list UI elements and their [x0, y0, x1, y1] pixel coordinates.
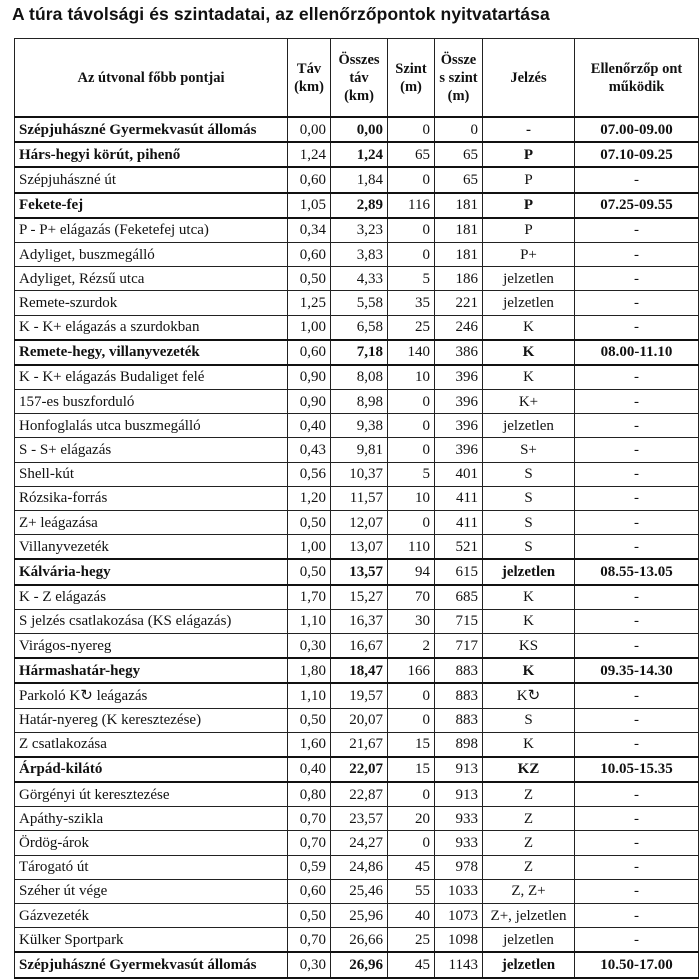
- cell-total-distance: 25,46: [331, 879, 388, 903]
- cell-total-elevation: 0: [435, 117, 483, 142]
- cell-checkpoint-hours: -: [575, 242, 699, 266]
- cell-distance: 0,30: [288, 952, 331, 977]
- cell-marking: Z: [483, 831, 575, 855]
- cell-checkpoint-hours: -: [575, 535, 699, 560]
- cell-elevation: 140: [388, 340, 435, 365]
- cell-elevation: 40: [388, 904, 435, 928]
- cell-distance: 0,00: [288, 117, 331, 142]
- cell-checkpoint-hours: -: [575, 855, 699, 879]
- cell-total-distance: 12,07: [331, 511, 388, 535]
- cell-marking: jelzetlen: [483, 559, 575, 584]
- cell-total-distance: 13,07: [331, 535, 388, 560]
- cell-total-elevation: 898: [435, 732, 483, 757]
- page-title: A túra távolsági és szintadatai, az ellenőrzőpontok nyitvatartása: [12, 4, 550, 24]
- table-row: [15, 807, 699, 831]
- cell-total-elevation: 1033: [435, 879, 483, 903]
- cell-checkpoint-hours: -: [575, 928, 699, 953]
- cell-total-distance: 0,00: [331, 117, 388, 142]
- table-row: [15, 952, 699, 977]
- cell-checkpoint-hours: -: [575, 683, 699, 708]
- cell-elevation: 5: [388, 267, 435, 291]
- cell-checkpoint-hours: -: [575, 167, 699, 192]
- cell-checkpoint-hours: -: [575, 831, 699, 855]
- table-row: [15, 609, 699, 633]
- cell-marking: jelzetlen: [483, 952, 575, 977]
- cell-total-distance: 8,08: [331, 365, 388, 390]
- cell-marking: P: [483, 193, 575, 218]
- cell-elevation: 45: [388, 855, 435, 879]
- cell-elevation: 25: [388, 315, 435, 340]
- cell-checkpoint-hours: -: [575, 782, 699, 807]
- cell-elevation: 5: [388, 462, 435, 486]
- cell-checkpoint-hours: 08.55-13.05: [575, 559, 699, 584]
- cell-point-name: Fekete-fej: [15, 193, 288, 218]
- header-route: Az útvonal főbb pontjai: [15, 39, 288, 118]
- table-row: [15, 708, 699, 732]
- cell-distance: 0,50: [288, 511, 331, 535]
- table-row: [15, 535, 699, 560]
- table-row: [15, 511, 699, 535]
- cell-point-name: 157-es buszforduló: [15, 390, 288, 414]
- cell-checkpoint-hours: -: [575, 585, 699, 610]
- cell-elevation: 25: [388, 928, 435, 953]
- cell-point-name: Hárs-hegyi körút, pihenő: [15, 142, 288, 167]
- cell-point-name: Hármashatár-hegy: [15, 658, 288, 683]
- cell-marking: jelzetlen: [483, 414, 575, 438]
- cell-distance: 0,80: [288, 782, 331, 807]
- table-row: [15, 193, 699, 218]
- cell-elevation: 20: [388, 807, 435, 831]
- cell-elevation: 0: [388, 683, 435, 708]
- cell-marking: S: [483, 462, 575, 486]
- cell-total-distance: 26,66: [331, 928, 388, 953]
- cell-marking: S: [483, 708, 575, 732]
- cell-total-distance: 23,57: [331, 807, 388, 831]
- cell-total-elevation: 615: [435, 559, 483, 584]
- table-row: [15, 757, 699, 782]
- cell-distance: 0,90: [288, 390, 331, 414]
- cell-total-elevation: 401: [435, 462, 483, 486]
- cell-elevation: 45: [388, 952, 435, 977]
- cell-checkpoint-hours: -: [575, 390, 699, 414]
- cell-marking: K: [483, 365, 575, 390]
- cell-distance: 0,70: [288, 831, 331, 855]
- cell-distance: 1,10: [288, 609, 331, 633]
- cell-checkpoint-hours: 10.50-17.00: [575, 952, 699, 977]
- cell-marking: P+: [483, 242, 575, 266]
- cell-marking: KS: [483, 633, 575, 658]
- cell-total-distance: 5,58: [331, 291, 388, 315]
- cell-marking: Z+, jelzetlen: [483, 904, 575, 928]
- cell-total-elevation: 521: [435, 535, 483, 560]
- cell-marking: -: [483, 117, 575, 142]
- table-row: [15, 486, 699, 510]
- cell-point-name: K - K+ elágazás a szurdokban: [15, 315, 288, 340]
- cell-total-distance: 8,98: [331, 390, 388, 414]
- cell-point-name: Honfoglalás utca buszmegálló: [15, 414, 288, 438]
- table-row: [15, 267, 699, 291]
- cell-total-distance: 26,96: [331, 952, 388, 977]
- cell-total-distance: 22,87: [331, 782, 388, 807]
- cell-total-elevation: 978: [435, 855, 483, 879]
- cell-checkpoint-hours: -: [575, 291, 699, 315]
- cell-total-elevation: 396: [435, 438, 483, 462]
- table-row: [15, 117, 699, 142]
- cell-point-name: Virágos-nyereg: [15, 633, 288, 658]
- cell-elevation: 116: [388, 193, 435, 218]
- cell-point-name: Z csatlakozása: [15, 732, 288, 757]
- cell-checkpoint-hours: -: [575, 267, 699, 291]
- cell-total-elevation: 883: [435, 708, 483, 732]
- cell-checkpoint-hours: -: [575, 904, 699, 928]
- cell-elevation: 0: [388, 218, 435, 243]
- cell-point-name: Remete-hegy, villanyvezeték: [15, 340, 288, 365]
- cell-checkpoint-hours: -: [575, 633, 699, 658]
- cell-total-distance: 18,47: [331, 658, 388, 683]
- cell-marking: Z: [483, 807, 575, 831]
- cell-total-distance: 16,37: [331, 609, 388, 633]
- table-row: [15, 242, 699, 266]
- cell-total-elevation: 933: [435, 831, 483, 855]
- cell-elevation: 94: [388, 559, 435, 584]
- cell-checkpoint-hours: -: [575, 315, 699, 340]
- cell-elevation: 0: [388, 242, 435, 266]
- cell-total-elevation: 717: [435, 633, 483, 658]
- table-header-row: [15, 39, 699, 118]
- cell-point-name: Kálvária-hegy: [15, 559, 288, 584]
- cell-point-name: Tárogató út: [15, 855, 288, 879]
- cell-marking: K: [483, 609, 575, 633]
- cell-total-distance: 13,57: [331, 559, 388, 584]
- cell-elevation: 0: [388, 831, 435, 855]
- cell-checkpoint-hours: -: [575, 807, 699, 831]
- cell-checkpoint-hours: -: [575, 486, 699, 510]
- cell-elevation: 55: [388, 879, 435, 903]
- cell-elevation: 0: [388, 511, 435, 535]
- cell-checkpoint-hours: -: [575, 879, 699, 903]
- table-row: [15, 928, 699, 953]
- cell-point-name: Remete-szurdok: [15, 291, 288, 315]
- cell-total-elevation: 181: [435, 218, 483, 243]
- cell-marking: P: [483, 167, 575, 192]
- cell-point-name: Széher út vége: [15, 879, 288, 903]
- cell-total-elevation: 685: [435, 585, 483, 610]
- cell-point-name: Ördög-árok: [15, 831, 288, 855]
- table-row: [15, 167, 699, 192]
- cell-total-elevation: 386: [435, 340, 483, 365]
- cell-total-elevation: 396: [435, 390, 483, 414]
- cell-marking: S: [483, 511, 575, 535]
- cell-checkpoint-hours: -: [575, 708, 699, 732]
- table-row: [15, 291, 699, 315]
- cell-total-distance: 20,07: [331, 708, 388, 732]
- cell-point-name: Szépjuhászné út: [15, 167, 288, 192]
- cell-total-elevation: 411: [435, 511, 483, 535]
- cell-point-name: K - K+ elágazás Budaliget felé: [15, 365, 288, 390]
- cell-marking: K: [483, 315, 575, 340]
- cell-elevation: 10: [388, 365, 435, 390]
- cell-marking: KZ: [483, 757, 575, 782]
- header-distance: Táv (km): [288, 39, 331, 118]
- cell-distance: 0,56: [288, 462, 331, 486]
- cell-point-name: S - S+ elágazás: [15, 438, 288, 462]
- cell-elevation: 0: [388, 708, 435, 732]
- cell-marking: S: [483, 535, 575, 560]
- header-checkpoint: Ellenőrzőp ont működik: [575, 39, 699, 118]
- cell-total-distance: 16,67: [331, 633, 388, 658]
- cell-distance: 0,43: [288, 438, 331, 462]
- cell-total-elevation: 883: [435, 658, 483, 683]
- cell-point-name: Külker Sportpark: [15, 928, 288, 953]
- cell-distance: 0,60: [288, 242, 331, 266]
- cell-distance: 1,24: [288, 142, 331, 167]
- cell-marking: K↻: [483, 683, 575, 708]
- cell-elevation: 0: [388, 117, 435, 142]
- cell-total-elevation: 181: [435, 242, 483, 266]
- cell-point-name: Szépjuhászné Gyermekvasút állomás: [15, 117, 288, 142]
- cell-marking: K: [483, 585, 575, 610]
- cell-distance: 1,00: [288, 535, 331, 560]
- table-row: [15, 879, 699, 903]
- cell-elevation: 30: [388, 609, 435, 633]
- cell-distance: 1,10: [288, 683, 331, 708]
- cell-total-distance: 3,23: [331, 218, 388, 243]
- cell-checkpoint-hours: 09.35-14.30: [575, 658, 699, 683]
- table-row: [15, 365, 699, 390]
- table-row: [15, 904, 699, 928]
- cell-distance: 1,20: [288, 486, 331, 510]
- route-table: [14, 38, 699, 979]
- cell-point-name: Adyliget, buszmegálló: [15, 242, 288, 266]
- cell-point-name: Parkoló K↻ leágazás: [15, 683, 288, 708]
- cell-marking: P: [483, 142, 575, 167]
- cell-total-elevation: 1143: [435, 952, 483, 977]
- cell-total-elevation: 186: [435, 267, 483, 291]
- cell-total-distance: 9,38: [331, 414, 388, 438]
- cell-total-distance: 2,89: [331, 193, 388, 218]
- cell-total-distance: 3,83: [331, 242, 388, 266]
- cell-checkpoint-hours: -: [575, 218, 699, 243]
- table-row: [15, 340, 699, 365]
- cell-total-distance: 10,37: [331, 462, 388, 486]
- cell-total-elevation: 933: [435, 807, 483, 831]
- cell-checkpoint-hours: -: [575, 365, 699, 390]
- cell-checkpoint-hours: -: [575, 732, 699, 757]
- cell-marking: Z, Z+: [483, 879, 575, 903]
- cell-total-distance: 11,57: [331, 486, 388, 510]
- table-row: [15, 831, 699, 855]
- cell-checkpoint-hours: 07.00-09.00: [575, 117, 699, 142]
- cell-marking: Z: [483, 782, 575, 807]
- cell-distance: 0,60: [288, 167, 331, 192]
- cell-distance: 1,80: [288, 658, 331, 683]
- cell-distance: 0,60: [288, 340, 331, 365]
- cell-point-name: Apáthy-szikla: [15, 807, 288, 831]
- cell-elevation: 110: [388, 535, 435, 560]
- cell-distance: 0,50: [288, 267, 331, 291]
- table-row: [15, 633, 699, 658]
- cell-distance: 0,90: [288, 365, 331, 390]
- cell-marking: jelzetlen: [483, 928, 575, 953]
- cell-marking: K+: [483, 390, 575, 414]
- cell-total-elevation: 411: [435, 486, 483, 510]
- table-row: [15, 218, 699, 243]
- cell-elevation: 0: [388, 438, 435, 462]
- cell-elevation: 2: [388, 633, 435, 658]
- cell-elevation: 35: [388, 291, 435, 315]
- cell-point-name: K - Z elágazás: [15, 585, 288, 610]
- cell-point-name: Villanyvezeték: [15, 535, 288, 560]
- cell-checkpoint-hours: 10.05-15.35: [575, 757, 699, 782]
- cell-checkpoint-hours: -: [575, 414, 699, 438]
- cell-marking: K: [483, 340, 575, 365]
- cell-checkpoint-hours: 07.25-09.55: [575, 193, 699, 218]
- cell-total-distance: 19,57: [331, 683, 388, 708]
- cell-total-elevation: 1073: [435, 904, 483, 928]
- cell-checkpoint-hours: 08.00-11.10: [575, 340, 699, 365]
- cell-marking: K: [483, 658, 575, 683]
- cell-marking: S: [483, 486, 575, 510]
- cell-marking: jelzetlen: [483, 291, 575, 315]
- cell-distance: 0,40: [288, 757, 331, 782]
- header-total-distance: Összes táv (km): [331, 39, 388, 118]
- cell-total-distance: 24,86: [331, 855, 388, 879]
- cell-point-name: Adyliget, Rézsű utca: [15, 267, 288, 291]
- cell-total-distance: 22,07: [331, 757, 388, 782]
- cell-distance: 0,50: [288, 708, 331, 732]
- cell-total-distance: 1,84: [331, 167, 388, 192]
- cell-distance: 0,50: [288, 904, 331, 928]
- cell-point-name: Szépjuhászné Gyermekvasút állomás: [15, 952, 288, 977]
- cell-point-name: Shell-kút: [15, 462, 288, 486]
- cell-total-elevation: 396: [435, 414, 483, 438]
- cell-marking: jelzetlen: [483, 267, 575, 291]
- cell-elevation: 70: [388, 585, 435, 610]
- header-total-elevation: Össze s szint (m): [435, 39, 483, 118]
- table-row: [15, 414, 699, 438]
- cell-checkpoint-hours: -: [575, 609, 699, 633]
- cell-total-distance: 1,24: [331, 142, 388, 167]
- cell-elevation: 0: [388, 782, 435, 807]
- cell-distance: 1,25: [288, 291, 331, 315]
- cell-total-elevation: 246: [435, 315, 483, 340]
- cell-point-name: Határ-nyereg (K keresztezése): [15, 708, 288, 732]
- table-row: [15, 855, 699, 879]
- cell-distance: 0,34: [288, 218, 331, 243]
- cell-checkpoint-hours: 07.10-09.25: [575, 142, 699, 167]
- cell-total-elevation: 913: [435, 782, 483, 807]
- cell-point-name: Gázvezeték: [15, 904, 288, 928]
- cell-total-distance: 15,27: [331, 585, 388, 610]
- cell-total-elevation: 396: [435, 365, 483, 390]
- table-row: [15, 559, 699, 584]
- cell-elevation: 0: [388, 414, 435, 438]
- cell-total-elevation: 65: [435, 167, 483, 192]
- cell-distance: 0,40: [288, 414, 331, 438]
- cell-point-name: Görgényi út keresztezése: [15, 782, 288, 807]
- cell-distance: 0,70: [288, 928, 331, 953]
- cell-point-name: Árpád-kilátó: [15, 757, 288, 782]
- header-elevation: Szint (m): [388, 39, 435, 118]
- cell-checkpoint-hours: -: [575, 462, 699, 486]
- cell-total-distance: 21,67: [331, 732, 388, 757]
- cell-distance: 0,70: [288, 807, 331, 831]
- cell-distance: 0,59: [288, 855, 331, 879]
- cell-point-name: S jelzés csatlakozása (KS elágazás): [15, 609, 288, 633]
- cell-marking: Z: [483, 855, 575, 879]
- cell-distance: 1,00: [288, 315, 331, 340]
- cell-elevation: 15: [388, 757, 435, 782]
- cell-distance: 0,30: [288, 633, 331, 658]
- cell-total-elevation: 65: [435, 142, 483, 167]
- cell-total-distance: 7,18: [331, 340, 388, 365]
- table-row: [15, 390, 699, 414]
- table-row: [15, 142, 699, 167]
- cell-marking: S+: [483, 438, 575, 462]
- table-row: [15, 585, 699, 610]
- table-row: [15, 315, 699, 340]
- table-row: [15, 438, 699, 462]
- cell-point-name: Z+ leágazása: [15, 511, 288, 535]
- cell-total-distance: 4,33: [331, 267, 388, 291]
- cell-total-elevation: 221: [435, 291, 483, 315]
- cell-total-distance: 6,58: [331, 315, 388, 340]
- cell-elevation: 0: [388, 167, 435, 192]
- cell-elevation: 10: [388, 486, 435, 510]
- cell-total-elevation: 715: [435, 609, 483, 633]
- cell-total-distance: 25,96: [331, 904, 388, 928]
- cell-elevation: 15: [388, 732, 435, 757]
- table-row: [15, 683, 699, 708]
- cell-elevation: 166: [388, 658, 435, 683]
- cell-checkpoint-hours: -: [575, 511, 699, 535]
- cell-distance: 1,70: [288, 585, 331, 610]
- cell-elevation: 0: [388, 390, 435, 414]
- cell-marking: K: [483, 732, 575, 757]
- cell-total-elevation: 181: [435, 193, 483, 218]
- cell-total-elevation: 1098: [435, 928, 483, 953]
- cell-total-elevation: 913: [435, 757, 483, 782]
- cell-marking: P: [483, 218, 575, 243]
- cell-distance: 1,60: [288, 732, 331, 757]
- table-row: [15, 462, 699, 486]
- cell-point-name: Rózsika-forrás: [15, 486, 288, 510]
- table-row: [15, 658, 699, 683]
- cell-distance: 0,50: [288, 559, 331, 584]
- cell-elevation: 65: [388, 142, 435, 167]
- cell-distance: 1,05: [288, 193, 331, 218]
- cell-total-distance: 24,27: [331, 831, 388, 855]
- cell-distance: 0,60: [288, 879, 331, 903]
- route-table-body: [15, 117, 699, 978]
- table-row: [15, 782, 699, 807]
- cell-point-name: P - P+ elágazás (Feketefej utca): [15, 218, 288, 243]
- cell-total-distance: 9,81: [331, 438, 388, 462]
- cell-total-elevation: 883: [435, 683, 483, 708]
- cell-checkpoint-hours: -: [575, 438, 699, 462]
- table-row: [15, 732, 699, 757]
- header-marking: Jelzés: [483, 39, 575, 118]
